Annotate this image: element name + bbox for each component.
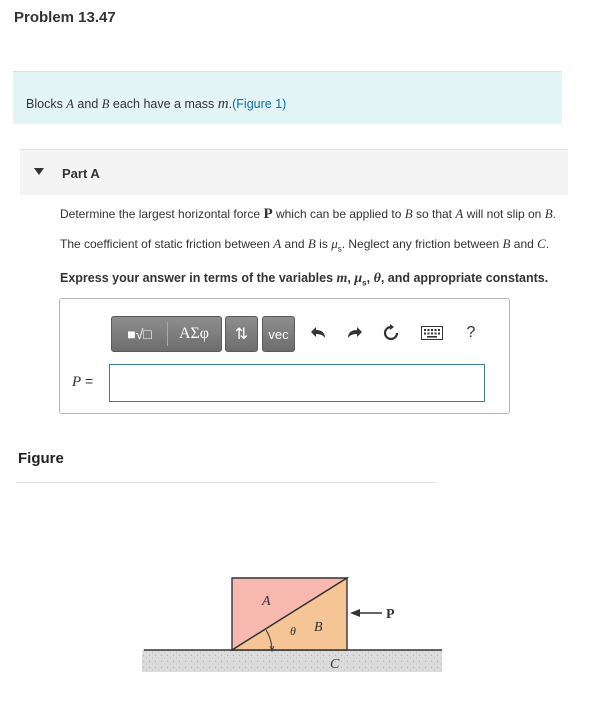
label-c: C — [330, 657, 340, 672]
force-arrowhead-icon — [350, 609, 360, 617]
figure-link[interactable]: (Figure 1) — [232, 97, 287, 111]
part-a-label: Part A — [62, 166, 100, 181]
label-b: B — [314, 620, 323, 635]
question-line-2: The coefficient of static friction between A and B is $\mu_s$. Neglect any friction between B and C. — [60, 236, 550, 254]
ground-surface — [142, 650, 442, 672]
collapse-triangle-icon[interactable] — [34, 168, 44, 175]
label-p: P — [386, 607, 395, 622]
vector-button[interactable]: vec — [268, 326, 289, 342]
label-theta: θ — [290, 624, 296, 638]
express-instruction: Express your answer in terms of the variables m, $\mu_s$, θ, and appropriate constants. — [60, 271, 549, 288]
arrows-button[interactable]: ⇅ — [234, 326, 249, 343]
part-a-header[interactable] — [20, 149, 568, 195]
reset-icon[interactable] — [378, 320, 404, 346]
problem-intro — [13, 71, 562, 124]
answer-label: P = — [72, 373, 94, 390]
question-line-1: Determine the largest horizontal force P which can be applied to B so that A will not slip on B. — [60, 206, 556, 222]
answer-box — [59, 298, 510, 414]
greek-symbols-button[interactable]: ΑΣφ — [178, 325, 210, 342]
answer-input[interactable] — [109, 364, 485, 402]
figure-diagram — [130, 570, 450, 680]
figure-title: Figure — [18, 450, 64, 467]
redo-icon[interactable] — [341, 320, 367, 346]
problem-title: Problem 13.47 — [14, 9, 116, 26]
label-a: A — [262, 594, 271, 609]
intro-text: Blocks A and B each have a mass m.(Figure 1) — [26, 96, 287, 112]
undo-icon[interactable] — [306, 320, 332, 346]
figure-divider — [16, 482, 437, 483]
templates-button[interactable]: ■√□ — [127, 326, 152, 342]
math-toolbar-group-1 — [111, 316, 222, 352]
keyboard-icon[interactable] — [419, 320, 445, 346]
math-toolbar-group-3 — [262, 316, 295, 352]
help-button[interactable]: ? — [466, 324, 476, 341]
math-toolbar-group-2 — [225, 316, 258, 352]
